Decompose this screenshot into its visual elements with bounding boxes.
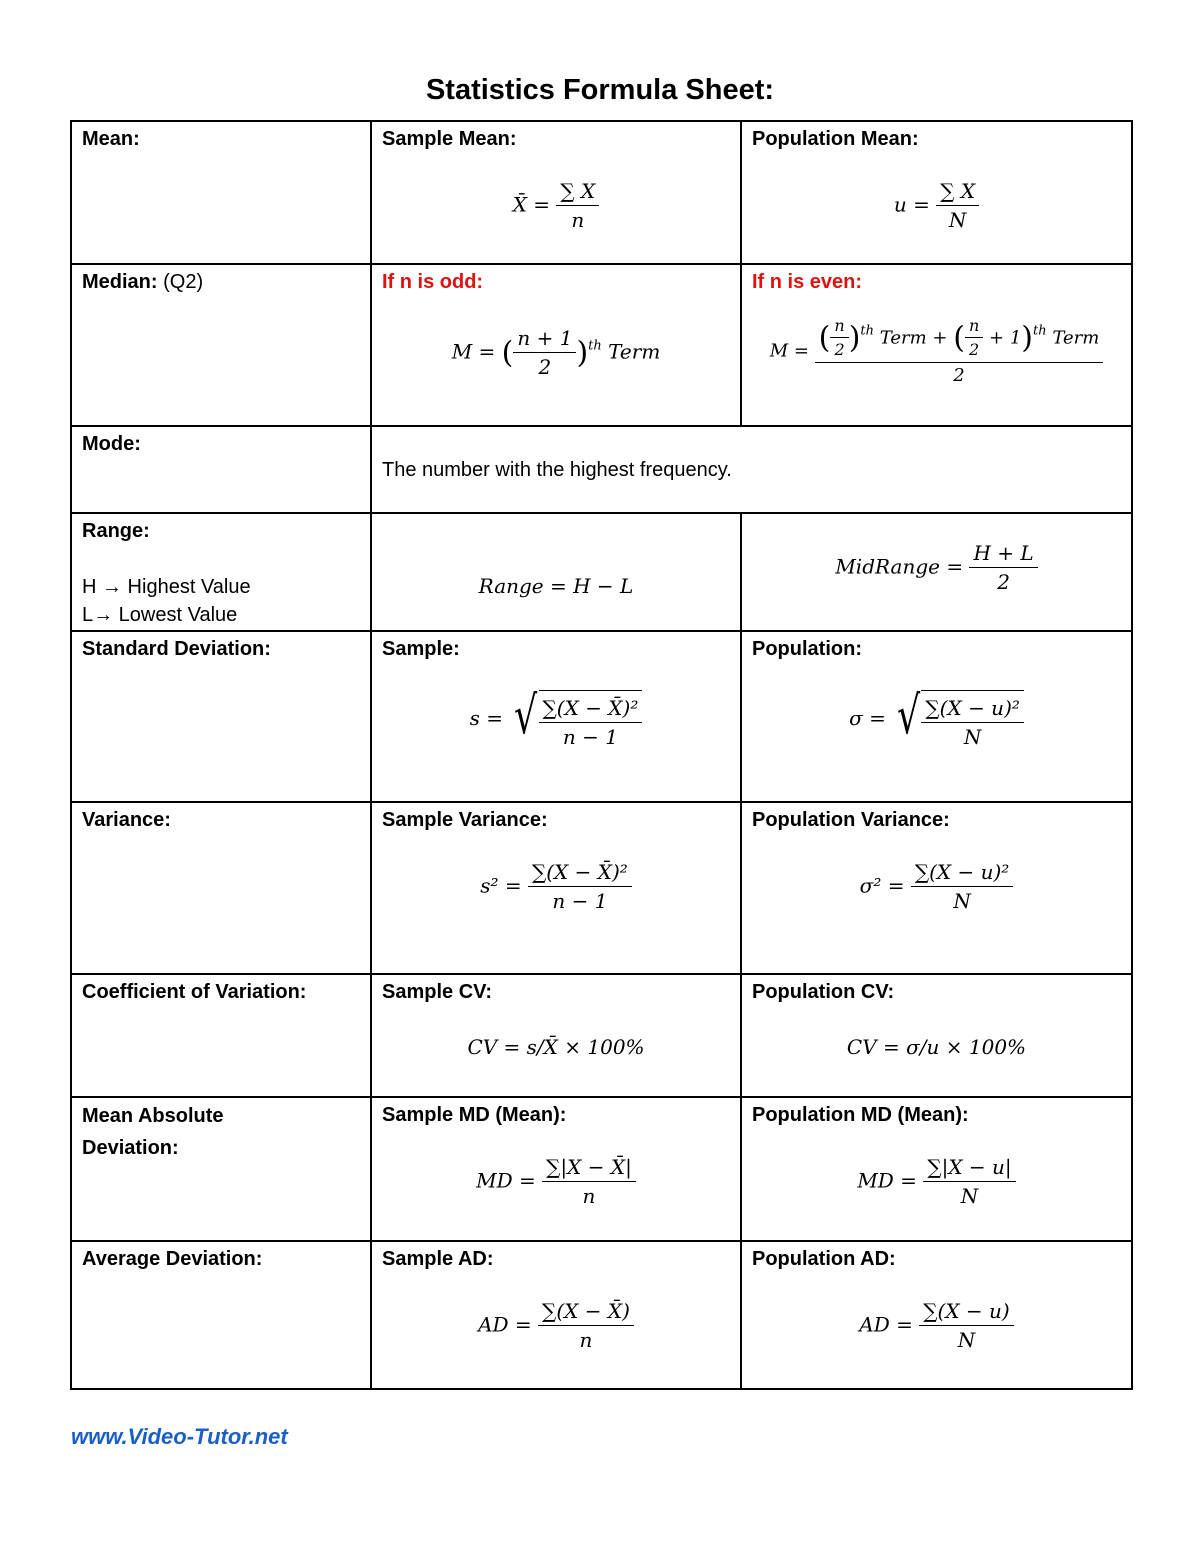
table-row-median: [71, 264, 1132, 426]
variance-sample-heading: Sample Variance:: [382, 809, 548, 831]
range-l-definition: L→ Lowest Value: [82, 604, 238, 626]
mode-definition: The number with the highest frequency.: [382, 459, 732, 481]
std-sample-formula: s = √ $\frac{\text{∑(X − X̄)²}}{n - 1}$: [372, 690, 740, 749]
sample-mean-formula: X̄ = $\frac{\sum X}{n}$: [372, 180, 740, 232]
row-label-coefficient-of-variation: Coefficient of Variation:: [82, 981, 307, 1003]
row-label-mean-absolute-deviation: Mean Absolute Deviation:: [82, 1105, 224, 1159]
table-row-variance: [71, 802, 1132, 974]
table-row-coefficient-of-variation: [71, 974, 1132, 1097]
range-formula: Range = H − L: [478, 574, 634, 598]
median-even-heading: If n is even:: [752, 271, 863, 293]
cv-population-formula: CV = σ/u × 100%: [846, 1035, 1027, 1059]
row-label-range: Range:: [82, 520, 150, 542]
std-sample-heading: Sample:: [382, 638, 460, 660]
median-even-formula: M = ( $\frac{n}{2}$ )$^{th}$ Term + ( $\frac{n}{2}$ + 1)$^{th}$ Term 2: [742, 317, 1131, 386]
std-population-formula: σ = √ $\frac{\text{∑(X − u)²}}{N}$: [742, 690, 1131, 749]
table-row-standard-deviation: [71, 631, 1132, 802]
cv-population-heading: Population CV:: [752, 981, 895, 1003]
row-label-standard-deviation: Standard Deviation:: [82, 638, 271, 660]
page-title: Statistics Formula Sheet:: [425, 74, 775, 106]
mad-sample-heading: Sample MD (Mean):: [382, 1104, 567, 1126]
table-row-mode: [71, 426, 1132, 513]
row-label-median: Median: (Q2): [82, 271, 204, 293]
table-row-average-deviation: [71, 1241, 1132, 1389]
ad-sample-formula: AD = $\frac{\sum(X - X̄)}{n}$: [372, 1300, 740, 1352]
cv-sample-heading: Sample CV:: [382, 981, 493, 1003]
footer-link[interactable]: www.Video-Tutor.net: [71, 1424, 288, 1449]
row-label-mean: Mean:: [82, 128, 140, 150]
row-label-mode: Mode:: [82, 433, 141, 455]
std-population-heading: Population:: [752, 638, 862, 660]
midrange-formula: MidRange = $\frac{H + L}{2}$: [742, 542, 1131, 594]
variance-population-formula: σ² = $\frac{\text{∑(X − u)²}}{N}$: [742, 861, 1131, 913]
mad-population-heading: Population MD (Mean):: [752, 1104, 969, 1126]
formula-table: [70, 120, 1133, 1390]
row-label-variance: Variance:: [82, 809, 171, 831]
cv-sample-formula: CV = s/X̄ × 100%: [467, 1035, 645, 1059]
table-row-mean-absolute-deviation: [71, 1097, 1132, 1241]
ad-population-formula: AD = $\frac{\sum(X - u)}{N}$: [742, 1300, 1131, 1352]
median-odd-formula: M = ( $\frac{n + 1}{2}$ )$^{th}$ Term: [451, 326, 661, 379]
table-row-range: [71, 513, 1132, 631]
median-odd-heading: If n is odd:: [382, 271, 484, 293]
population-mean-formula: u = $\frac{\sum X}{N}$: [742, 180, 1131, 232]
variance-sample-formula: s² = $\frac{\text{∑(X − X̄)²}}{n - 1}$: [372, 861, 740, 913]
table-row-mean: [71, 121, 1132, 264]
mad-population-formula: MD = $\frac{\sum|X - u|}{N}$: [742, 1156, 1131, 1208]
ad-sample-heading: Sample AD:: [382, 1248, 494, 1270]
variance-population-heading: Population Variance:: [752, 809, 950, 831]
mad-sample-formula: MD = $\frac{\sum|X - X̄|}{n}$: [372, 1156, 740, 1208]
range-h-definition: H → Highest Value: [82, 576, 251, 598]
sample-mean-heading: Sample Mean:: [382, 128, 517, 150]
population-mean-heading: Population Mean:: [752, 128, 919, 150]
row-label-average-deviation: Average Deviation:: [82, 1248, 263, 1270]
ad-population-heading: Population AD:: [752, 1248, 896, 1270]
